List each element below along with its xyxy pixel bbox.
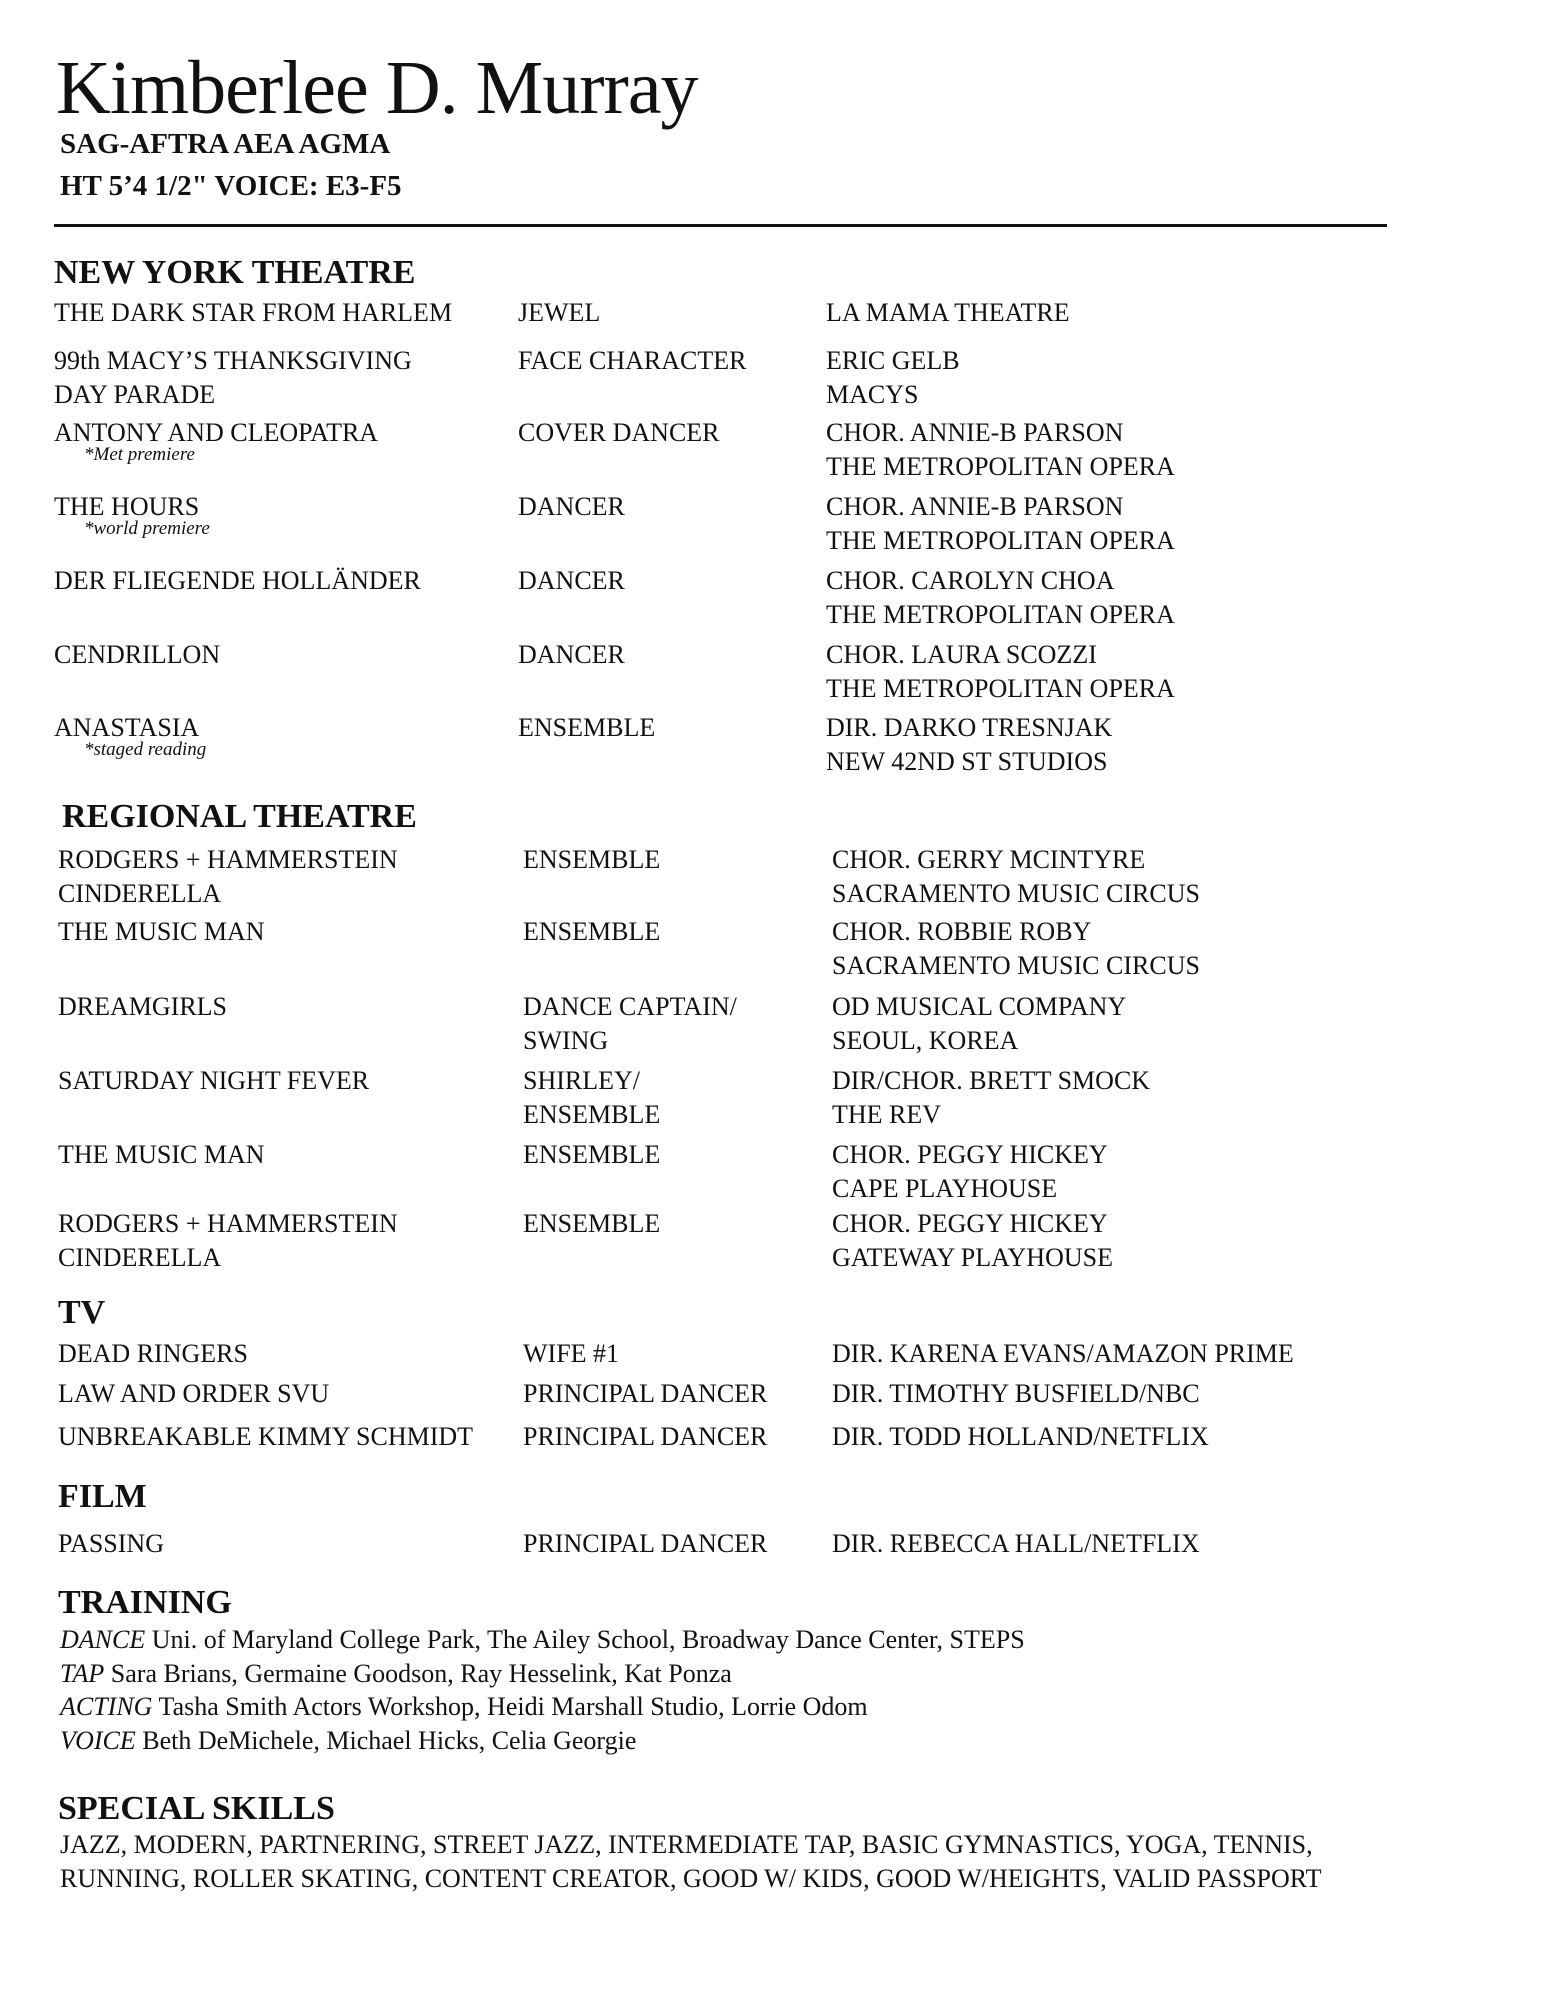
training-line: DANCE Uni. of Maryland College Park, The Ailey School, Broadway Dance Center, STEPS [60,1625,1025,1654]
role: COVER DANCER [518,418,720,447]
show-title: RODGERS + HAMMERSTEIN CINDERELLA [58,1209,398,1272]
credit-info: CHOR. ANNIE-B PARSON THE METROPOLITAN OPERA [826,418,1175,481]
show-title: THE HOURS *world premiere [54,492,210,539]
training-line: VOICE Beth DeMichele, Michael Hicks, Celia Georgie [60,1726,637,1755]
role: DANCER [518,640,625,669]
role: DANCER [518,492,625,521]
show-title: ANTONY AND CLEOPATRA *Met premiere [54,418,379,465]
show-title: THE MUSIC MAN [58,917,265,946]
credit-info: CHOR. CAROLYN CHOA THE METROPOLITAN OPERA [826,566,1175,629]
regional-section-heading: REGIONAL THEATRE [62,798,417,835]
training-category: ACTING [60,1692,153,1721]
role: DANCER [518,566,625,595]
show-title: UNBREAKABLE KIMMY SCHMIDT [58,1422,474,1451]
credit-info: LA MAMA THEATRE [826,298,1070,327]
skills-line: JAZZ, MODERN, PARTNERING, STREET JAZZ, INTERMEDIATE TAP, BASIC GYMNASTICS, YOGA, TENNIS, [60,1830,1313,1859]
height-voice-stats: HT 5’4 1/2" VOICE: E3-F5 [60,170,402,202]
production-note: *staged reading [84,739,207,760]
show-title: THE DARK STAR FROM HARLEM [54,298,453,327]
credit-info: CHOR. GERRY MCINTYRE SACRAMENTO MUSIC CIRCUS [832,845,1200,908]
show-title: DREAMGIRLS [58,992,228,1021]
show-title: PASSING [58,1529,164,1558]
show-title: RODGERS + HAMMERSTEIN CINDERELLA [58,845,398,908]
skills-line: RUNNING, ROLLER SKATING, CONTENT CREATOR, GOOD W/ KIDS, GOOD W/HEIGHTS, VALID PASSPORT [60,1864,1322,1893]
role: SHIRLEY/ ENSEMBLE [523,1066,661,1129]
role: ENSEMBLE [523,1140,661,1169]
role: ENSEMBLE [523,917,661,946]
role: DANCE CAPTAIN/ SWING [523,992,737,1055]
role: FACE CHARACTER [518,346,747,375]
role: ENSEMBLE [518,713,656,742]
credit-info: DIR. KARENA EVANS/AMAZON PRIME [832,1339,1294,1368]
training-line: ACTING Tasha Smith Actors Workshop, Heidi Marshall Studio, Lorrie Odom [60,1692,868,1721]
special-skills-heading: SPECIAL SKILLS [58,1790,335,1827]
union-affiliations: SAG-AFTRA AEA AGMA [60,128,391,160]
header-divider [54,224,1387,227]
credit-info: OD MUSICAL COMPANY SEOUL, KOREA [832,992,1127,1055]
credit-info: DIR. TODD HOLLAND/NETFLIX [832,1422,1209,1451]
production-note: *world premiere [84,518,210,539]
credit-info: CHOR. ANNIE-B PARSON THE METROPOLITAN OPERA [826,492,1175,555]
role: JEWEL [518,298,601,327]
role: WIFE #1 [523,1339,620,1368]
role: PRINCIPAL DANCER [523,1379,768,1408]
credit-info: CHOR. LAURA SCOZZI THE METROPOLITAN OPERA [826,640,1175,703]
ny-section-heading: NEW YORK THEATRE [54,254,416,291]
film-section-heading: FILM [58,1478,147,1515]
training-line: TAP Sara Brians, Germaine Goodson, Ray Hesselink, Kat Ponza [60,1659,732,1688]
training-category: TAP [60,1659,105,1688]
show-title: ANASTASIA *staged reading [54,713,207,760]
role: PRINCIPAL DANCER [523,1422,768,1451]
show-title: CENDRILLON [54,640,221,669]
tv-section-heading: TV [58,1294,106,1331]
role: ENSEMBLE [523,1209,661,1238]
performer-name: Kimberlee D. Murray [56,46,698,130]
training-heading: TRAINING [58,1584,232,1621]
credit-info: CHOR. PEGGY HICKEY CAPE PLAYHOUSE [832,1140,1108,1203]
production-note: *Met premiere [84,444,195,465]
show-title: SATURDAY NIGHT FEVER [58,1066,370,1095]
training-category: VOICE [60,1726,136,1755]
credit-info: DIR. REBECCA HALL/NETFLIX [832,1529,1200,1558]
credit-info: ERIC GELB MACYS [826,346,960,409]
show-title: DER FLIEGENDE HOLLÄNDER [54,566,421,595]
credit-info: DIR. DARKO TRESNJAK NEW 42ND ST STUDIOS [826,713,1113,776]
role: ENSEMBLE [523,845,661,874]
credit-info: CHOR. ROBBIE ROBY SACRAMENTO MUSIC CIRCUS [832,917,1200,980]
role: PRINCIPAL DANCER [523,1529,768,1558]
credit-info: DIR. TIMOTHY BUSFIELD/NBC [832,1379,1200,1408]
training-category: DANCE [60,1625,146,1654]
show-title: DEAD RINGERS [58,1339,248,1368]
show-title: 99th MACY’S THANKSGIVING DAY PARADE [54,346,412,409]
credit-info: DIR/CHOR. BRETT SMOCK THE REV [832,1066,1151,1129]
credit-info: CHOR. PEGGY HICKEY GATEWAY PLAYHOUSE [832,1209,1113,1272]
show-title: LAW AND ORDER SVU [58,1379,330,1408]
show-title: THE MUSIC MAN [58,1140,265,1169]
